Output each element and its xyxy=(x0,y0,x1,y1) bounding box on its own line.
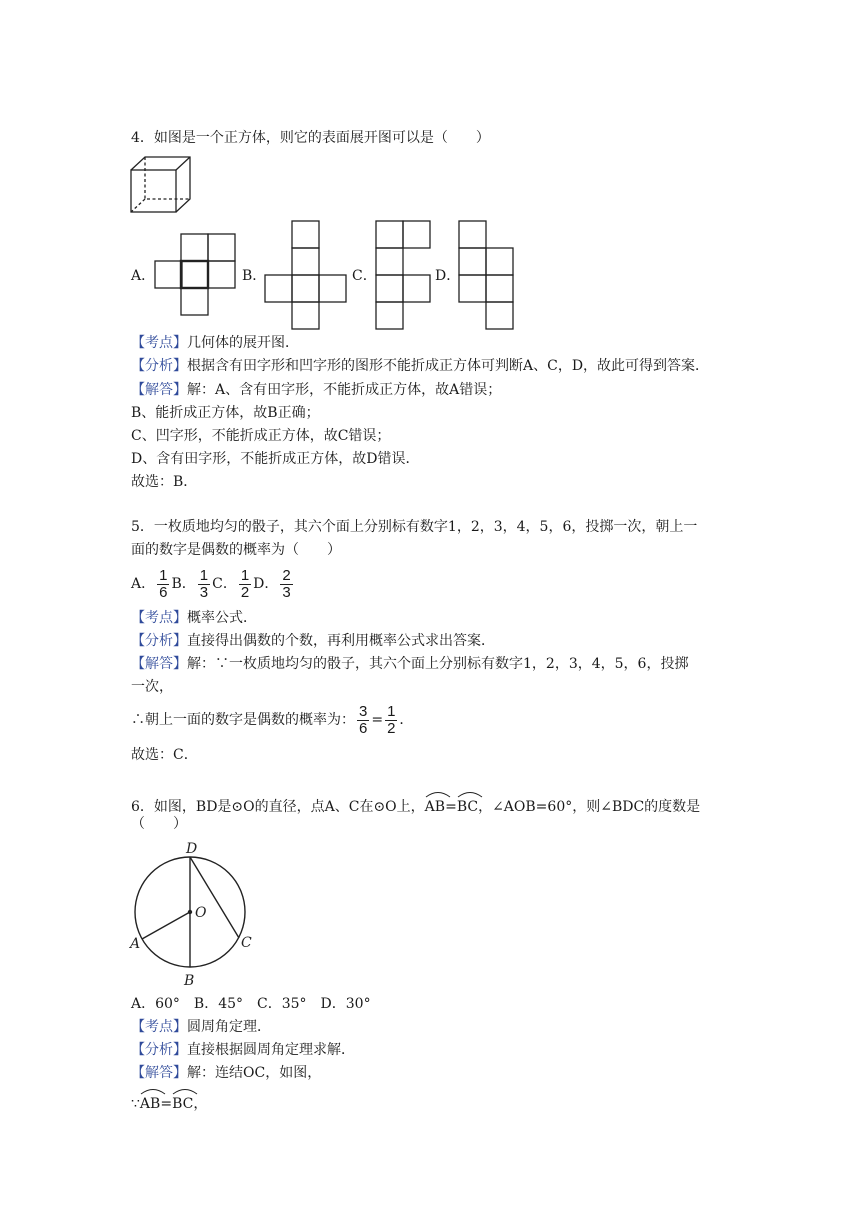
q6-jieda xyxy=(131,1063,321,1083)
label-a: A xyxy=(130,936,141,952)
jieda-tag: 【解答】 xyxy=(131,656,187,672)
arc-ab: AB xyxy=(140,1088,160,1114)
circle-diagram xyxy=(128,838,258,990)
q5-option-a-label: A． xyxy=(131,576,156,592)
jieda-tag: 【解答】 xyxy=(131,1065,187,1081)
kaodian-text: 概率公式． xyxy=(187,610,257,626)
q5-answer: 故选：C． xyxy=(131,747,198,763)
arc-symbol-icon xyxy=(425,790,451,798)
because-sign: ∵ xyxy=(131,1096,140,1112)
net-option-c xyxy=(375,220,431,330)
arc-bc: BC xyxy=(457,791,478,817)
q6-fenxi xyxy=(131,1040,355,1060)
q6-stem-line-1 xyxy=(131,791,700,817)
q5-jieda-line-2: 一次， xyxy=(131,679,173,695)
net-option-d xyxy=(458,220,514,330)
kaodian-tag: 【考点】 xyxy=(131,335,187,351)
cube-figure xyxy=(130,156,192,214)
label-o: O xyxy=(195,905,207,921)
q5-stem-line-2: 面的数字是偶数的概率为（ ） xyxy=(131,542,341,558)
q4-fenxi xyxy=(131,356,709,376)
label-d: D xyxy=(186,841,198,857)
q5-jieda xyxy=(131,654,688,674)
q4-option-b-label: B． xyxy=(242,268,267,284)
period: ． xyxy=(399,712,414,728)
fraction-one-half: $\frac{1}{2}$ xyxy=(240,566,250,601)
q4-option-d-label: D． xyxy=(435,268,461,284)
fraction-one-sixth: $\frac{1}{6}$ xyxy=(159,566,168,601)
comma: ， xyxy=(193,1096,208,1112)
q4-option-c-label: C． xyxy=(352,268,377,284)
q4-line-d: D、含有田字形，不能折成正方体，故D错误． xyxy=(131,451,420,467)
kaodian-tag: 【考点】 xyxy=(131,610,187,626)
jieda-text: 解：连结OC，如图， xyxy=(187,1065,322,1081)
fenxi-tag: 【分析】 xyxy=(131,358,187,374)
q4-answer: 故选：B． xyxy=(131,474,198,490)
q4-stem: 4．如图是一个正方体，则它的表面展开图可以是（ ） xyxy=(131,130,490,146)
arc-ab: AB xyxy=(425,791,445,817)
fenxi-text: 直接得出偶数的个数，再利用概率公式求出答案． xyxy=(187,633,495,649)
q4-jieda xyxy=(131,380,501,400)
arc-bc: BC xyxy=(172,1088,193,1114)
net-option-a xyxy=(154,233,236,317)
fenxi-tag: 【分析】 xyxy=(131,633,187,649)
q6-stem-part-1: 6．如图，BD是⊙O的直径，点A、C在⊙O上， xyxy=(131,799,425,815)
arc-symbol-icon xyxy=(140,1087,166,1095)
q5-kaodian xyxy=(131,608,257,628)
probability-text: ∴朝上一面的数字是偶数的概率为： xyxy=(131,712,355,728)
kaodian-text: 几何体的展开图． xyxy=(187,335,299,351)
fraction-two-thirds: $\frac{2}{3}$ xyxy=(282,566,291,601)
q5-options xyxy=(131,566,295,602)
q6-because-line xyxy=(131,1088,207,1114)
q4-line-c: C、凹字形，不能折成正方体，故C错误； xyxy=(131,428,391,444)
label-c: C xyxy=(241,935,252,951)
jieda-text: 解：A、含有田字形，不能折成正方体，故A错误； xyxy=(187,382,502,398)
equals-sign: = xyxy=(371,712,384,728)
q5-option-d-label: D． xyxy=(253,576,279,592)
arc-symbol-icon xyxy=(172,1087,198,1095)
fraction-one-half-result: $\frac{1}{2}$ xyxy=(387,702,396,737)
arc-symbol-icon xyxy=(457,790,483,798)
q4-line-b: B、能折成正方体，故B正确； xyxy=(131,405,320,421)
fenxi-text: 直接根据圆周角定理求解． xyxy=(187,1042,355,1058)
q6-stem-part-2: ，∠AOB=60°，则∠BDC的度数是 xyxy=(478,799,701,815)
q5-fenxi xyxy=(131,631,495,651)
q6-options: A．60° B．45° C．35° D．30° xyxy=(131,996,371,1012)
label-b: B xyxy=(184,973,195,989)
jieda-text: 解：∵一枚质地均匀的骰子，其六个面上分别标有数字1，2，3，4，5，6，投掷 xyxy=(187,656,689,672)
kaodian-tag: 【考点】 xyxy=(131,1019,187,1035)
fenxi-tag: 【分析】 xyxy=(131,1042,187,1058)
q4-option-a-label: A． xyxy=(131,268,156,284)
q6-kaodian xyxy=(131,1017,271,1037)
fraction-three-sixths: $\frac{3}{6}$ xyxy=(359,702,368,737)
fraction-one-third: $\frac{1}{3}$ xyxy=(199,566,209,601)
equals-sign: = xyxy=(445,799,457,815)
net-option-b xyxy=(264,220,347,330)
equals-sign: = xyxy=(160,1096,173,1112)
q5-probability-line xyxy=(131,702,413,738)
q5-option-c-label: C． xyxy=(212,576,237,592)
fenxi-text: 根据含有田字形和凹字形的图形不能折成正方体可判断A、C，D，故此可得到答案． xyxy=(187,358,710,374)
q5-option-b-label: B． xyxy=(171,576,196,592)
kaodian-text: 圆周角定理． xyxy=(187,1019,271,1035)
q5-stem-line-1: 5．一枚质地均匀的骰子，其六个面上分别标有数字1，2，3，4，5，6，投掷一次，朝上一 xyxy=(131,519,698,535)
q4-kaodian xyxy=(131,333,299,353)
jieda-tag: 【解答】 xyxy=(131,382,187,398)
q6-stem-line-2: （ ） xyxy=(131,816,187,832)
